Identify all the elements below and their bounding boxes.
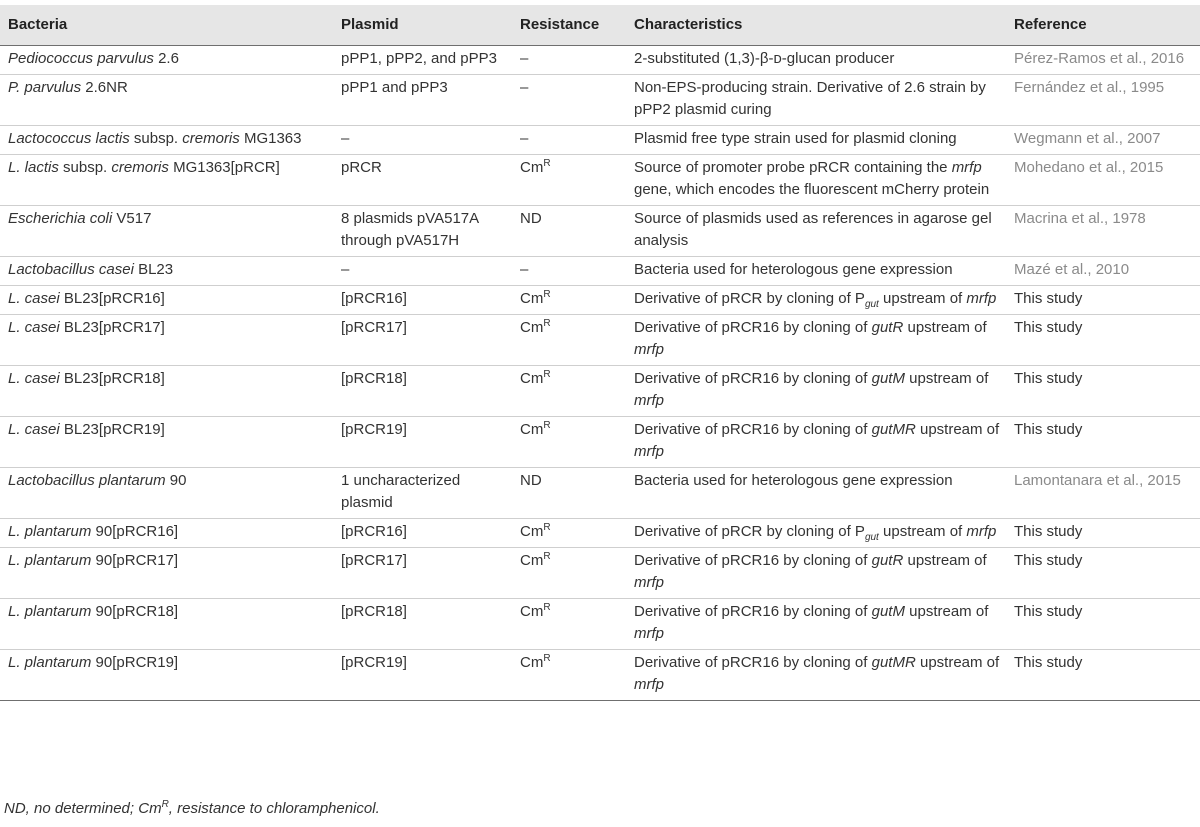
text-segment: [pRCR16] <box>341 523 407 540</box>
text-segment: Source of promoter probe pRCR containing the <box>634 159 952 176</box>
italic-text: L. casei <box>8 370 60 387</box>
header-resistance: Resistance <box>512 5 626 46</box>
superscript-text: R <box>543 522 551 533</box>
cell-characteristics <box>626 75 1006 126</box>
cell-resistance <box>512 46 626 75</box>
italic-text: L. casei <box>8 421 60 438</box>
cell-reference: This study <box>1006 599 1200 650</box>
text-segment: Cm <box>520 552 544 569</box>
superscript-text: R <box>543 369 551 380</box>
cell-resistance <box>512 650 626 701</box>
cell-resistance <box>512 286 626 315</box>
cell-bacteria <box>0 257 333 286</box>
cell-plasmid <box>333 286 512 315</box>
text-segment: Cm <box>520 523 544 540</box>
cell-reference: Wegmann et al., 2007 <box>1006 126 1200 155</box>
text-segment: Derivative of pRCR16 by cloning of <box>634 654 872 671</box>
cell-characteristics <box>626 366 1006 417</box>
text-segment: pPP1, pPP2, and pPP3 <box>341 50 497 67</box>
text-segment: 90[pRCR16] <box>91 523 179 540</box>
text-segment: upstream of <box>904 603 989 620</box>
italic-text: P. parvulus <box>8 79 82 96</box>
table-body <box>0 46 1200 701</box>
cell-reference: This study <box>1006 315 1200 366</box>
italic-text: L. plantarum <box>8 654 92 671</box>
table-header <box>0 5 1200 46</box>
text-segment: – <box>520 130 529 147</box>
text-segment: 90[pRCR19] <box>91 654 179 671</box>
cell-bacteria <box>0 315 333 366</box>
cell-bacteria <box>0 366 333 417</box>
text-segment: MG1363 <box>239 130 302 147</box>
italic-text: mrfp <box>634 625 664 642</box>
cell-reference: This study <box>1006 417 1200 468</box>
text-segment: BL23 <box>133 261 174 278</box>
text-segment: 2.6NR <box>81 79 128 96</box>
text-segment: BL23[pRCR18] <box>59 370 165 387</box>
italic-text: mrfp <box>634 443 664 460</box>
cell-characteristics <box>626 599 1006 650</box>
cell-plasmid <box>333 46 512 75</box>
text-segment: Cm <box>520 603 544 620</box>
text-segment: Bacteria used for heterologous gene expression <box>634 261 953 278</box>
italic-text: gutR <box>871 319 904 336</box>
cell-reference: Mazé et al., 2010 <box>1006 257 1200 286</box>
table-row <box>0 468 1200 519</box>
italic-text: Lactococcus lactis <box>8 130 130 147</box>
cell-bacteria <box>0 548 333 599</box>
cell-characteristics <box>626 155 1006 206</box>
cell-bacteria <box>0 519 333 548</box>
superscript-text: R <box>161 799 169 810</box>
cell-resistance <box>512 155 626 206</box>
table-row <box>0 75 1200 126</box>
cell-plasmid <box>333 417 512 468</box>
text-segment: Cm <box>520 654 544 671</box>
italic-text: gutMR <box>871 421 916 438</box>
cell-characteristics <box>626 519 1006 548</box>
cell-resistance <box>512 126 626 155</box>
table-row <box>0 366 1200 417</box>
cell-reference: Lamontanara et al., 2015 <box>1006 468 1200 519</box>
table-row <box>0 315 1200 366</box>
text-segment: ND <box>520 210 542 227</box>
cell-plasmid <box>333 599 512 650</box>
cell-plasmid <box>333 650 512 701</box>
header-characteristics: Characteristics <box>626 5 1006 46</box>
italic-text: L. plantarum <box>8 523 92 540</box>
cell-resistance <box>512 599 626 650</box>
italic-text: Escherichia coli <box>8 210 113 227</box>
cell-bacteria <box>0 417 333 468</box>
subscript-text: gut <box>864 299 879 310</box>
text-segment: Non-EPS-producing strain. Derivative of 2.6 strain by pPP2 plasmid curing <box>634 79 986 118</box>
text-segment: upstream of <box>915 421 1000 438</box>
cell-bacteria <box>0 126 333 155</box>
cell-resistance <box>512 366 626 417</box>
text-segment: pRCR <box>341 159 382 176</box>
text-segment: [pRCR17] <box>341 552 407 569</box>
table-row <box>0 126 1200 155</box>
text-segment: upstream of <box>903 552 987 569</box>
cell-plasmid <box>333 126 512 155</box>
text-segment: 90 <box>165 472 187 489</box>
cell-bacteria <box>0 286 333 315</box>
cell-plasmid <box>333 257 512 286</box>
text-segment: , resistance to chloramphenicol. <box>168 800 380 817</box>
table-row <box>0 650 1200 701</box>
text-segment: – <box>520 79 529 96</box>
text-segment: upstream of <box>878 523 967 540</box>
text-segment: subsp. <box>129 130 183 147</box>
text-segment: [pRCR18] <box>341 603 407 620</box>
italic-text: gutMR <box>871 654 916 671</box>
header-row <box>0 5 1200 46</box>
cell-characteristics <box>626 46 1006 75</box>
italic-text: Pediococcus parvulus <box>8 50 154 67</box>
text-segment: Derivative of pRCR16 by cloning of <box>634 319 872 336</box>
text-segment: Derivative of pRCR16 by cloning of <box>634 552 872 569</box>
subscript-text: gut <box>864 532 879 543</box>
text-segment: upstream of <box>878 290 967 307</box>
text-segment: – <box>520 261 529 278</box>
cell-reference: This study <box>1006 519 1200 548</box>
text-segment: [pRCR18] <box>341 370 407 387</box>
italic-text: L. plantarum <box>8 603 92 620</box>
cell-characteristics <box>626 206 1006 257</box>
text-segment: BL23[pRCR19] <box>59 421 165 438</box>
superscript-text: R <box>543 602 551 613</box>
superscript-text: R <box>543 420 551 431</box>
italic-text: cremoris <box>182 130 240 147</box>
text-segment: subsp. <box>58 159 112 176</box>
text-segment: Plasmid free type strain used for plasmid cloning <box>634 130 957 147</box>
cell-bacteria <box>0 650 333 701</box>
italic-text: L. casei <box>8 319 60 336</box>
italic-text: Lactobacillus plantarum <box>8 472 166 489</box>
text-segment: 2-substituted (1,3)-β-ᴅ-glucan producer <box>634 50 895 67</box>
cell-resistance <box>512 548 626 599</box>
cell-plasmid <box>333 468 512 519</box>
cell-bacteria <box>0 155 333 206</box>
cell-plasmid <box>333 155 512 206</box>
superscript-text: R <box>543 653 551 664</box>
cell-reference: This study <box>1006 548 1200 599</box>
cell-plasmid <box>333 519 512 548</box>
italic-text: Lactobacillus casei <box>8 261 134 278</box>
cell-reference: Fernández et al., 1995 <box>1006 75 1200 126</box>
table-footnote <box>4 800 380 817</box>
cell-characteristics <box>626 650 1006 701</box>
italic-text: gutM <box>871 603 905 620</box>
text-segment: Derivative of pRCR16 by cloning of <box>634 421 872 438</box>
text-segment: gene, which encodes the fluorescent mCherry protein <box>634 181 990 198</box>
table-row <box>0 46 1200 75</box>
text-segment: upstream of <box>915 654 1000 671</box>
cell-reference: This study <box>1006 286 1200 315</box>
text-segment: 90[pRCR18] <box>91 603 179 620</box>
cell-resistance <box>512 257 626 286</box>
text-segment: 2.6 <box>153 50 179 67</box>
header-plasmid: Plasmid <box>333 5 512 46</box>
text-segment: – <box>520 50 529 67</box>
cell-resistance <box>512 468 626 519</box>
text-segment: [pRCR17] <box>341 319 407 336</box>
table-row <box>0 417 1200 468</box>
text-segment: Cm <box>520 290 544 307</box>
italic-text: mrfp <box>634 676 664 693</box>
cell-reference: Mohedano et al., 2015 <box>1006 155 1200 206</box>
cell-resistance <box>512 315 626 366</box>
text-segment: upstream of <box>903 319 987 336</box>
cell-resistance <box>512 417 626 468</box>
cell-bacteria <box>0 468 333 519</box>
text-segment: Cm <box>520 370 544 387</box>
text-segment: [pRCR19] <box>341 421 407 438</box>
cell-plasmid <box>333 548 512 599</box>
cell-plasmid <box>333 206 512 257</box>
text-segment: Cm <box>520 319 544 336</box>
cell-bacteria <box>0 46 333 75</box>
cell-reference: This study <box>1006 366 1200 417</box>
text-segment: BL23[pRCR17] <box>59 319 165 336</box>
superscript-text: R <box>543 318 551 329</box>
cell-characteristics <box>626 286 1006 315</box>
strains-table <box>0 5 1200 701</box>
italic-text: L. plantarum <box>8 552 92 569</box>
cell-resistance <box>512 519 626 548</box>
text-segment: [pRCR16] <box>341 290 407 307</box>
table-row <box>0 155 1200 206</box>
table-row <box>0 257 1200 286</box>
italic-text: L. casei <box>8 290 60 307</box>
text-segment: [pRCR19] <box>341 654 407 671</box>
superscript-text: R <box>543 158 551 169</box>
cell-characteristics <box>626 257 1006 286</box>
cell-characteristics <box>626 315 1006 366</box>
italic-text: mrfp <box>634 574 664 591</box>
italic-text: cremoris <box>111 159 169 176</box>
cell-plasmid <box>333 315 512 366</box>
text-segment: Derivative of pRCR by cloning of P <box>634 290 865 307</box>
superscript-text: R <box>543 289 551 300</box>
text-segment: Bacteria used for heterologous gene expression <box>634 472 953 489</box>
text-segment: pPP1 and pPP3 <box>341 79 448 96</box>
cell-plasmid <box>333 75 512 126</box>
cell-reference: This study <box>1006 650 1200 701</box>
italic-text: mrfp <box>634 392 664 409</box>
table-row <box>0 548 1200 599</box>
text-segment: 1 uncharacterized plasmid <box>341 472 461 511</box>
text-segment: upstream of <box>904 370 989 387</box>
cell-reference: Pérez-Ramos et al., 2016 <box>1006 46 1200 75</box>
cell-characteristics <box>626 548 1006 599</box>
italic-text: mrfp <box>966 290 997 307</box>
italic-text: mrfp <box>966 523 997 540</box>
text-segment: – <box>341 261 350 278</box>
text-segment: Derivative of pRCR by cloning of P <box>634 523 865 540</box>
cell-characteristics <box>626 417 1006 468</box>
text-segment: ND <box>520 472 542 489</box>
table-row <box>0 286 1200 315</box>
italic-text: mrfp <box>951 159 982 176</box>
text-segment: ND, no determined; Cm <box>4 800 162 817</box>
italic-text: gutM <box>871 370 905 387</box>
superscript-text: R <box>543 551 551 562</box>
cell-reference: Macrina et al., 1978 <box>1006 206 1200 257</box>
table-row <box>0 519 1200 548</box>
text-segment: 90[pRCR17] <box>91 552 179 569</box>
italic-text: L. lactis <box>8 159 59 176</box>
header-bacteria: Bacteria <box>0 5 333 46</box>
cell-characteristics <box>626 126 1006 155</box>
italic-text: gutR <box>871 552 904 569</box>
cell-resistance <box>512 75 626 126</box>
cell-resistance <box>512 206 626 257</box>
table-row <box>0 206 1200 257</box>
text-segment: 8 plasmids pVA517A through pVA517H <box>341 210 479 249</box>
cell-plasmid <box>333 366 512 417</box>
header-reference: Reference <box>1006 5 1200 46</box>
table-row <box>0 599 1200 650</box>
text-segment: Source of plasmids used as references in agarose gel analysis <box>634 210 992 249</box>
cell-characteristics <box>626 468 1006 519</box>
text-segment: Derivative of pRCR16 by cloning of <box>634 603 872 620</box>
italic-text: mrfp <box>634 341 664 358</box>
text-segment: – <box>341 130 350 147</box>
cell-bacteria <box>0 206 333 257</box>
text-segment: Cm <box>520 421 544 438</box>
text-segment: Cm <box>520 159 544 176</box>
text-segment: Derivative of pRCR16 by cloning of <box>634 370 872 387</box>
cell-bacteria <box>0 75 333 126</box>
text-segment: BL23[pRCR16] <box>59 290 165 307</box>
text-segment: V517 <box>112 210 152 227</box>
text-segment: MG1363[pRCR] <box>168 159 280 176</box>
cell-bacteria <box>0 599 333 650</box>
